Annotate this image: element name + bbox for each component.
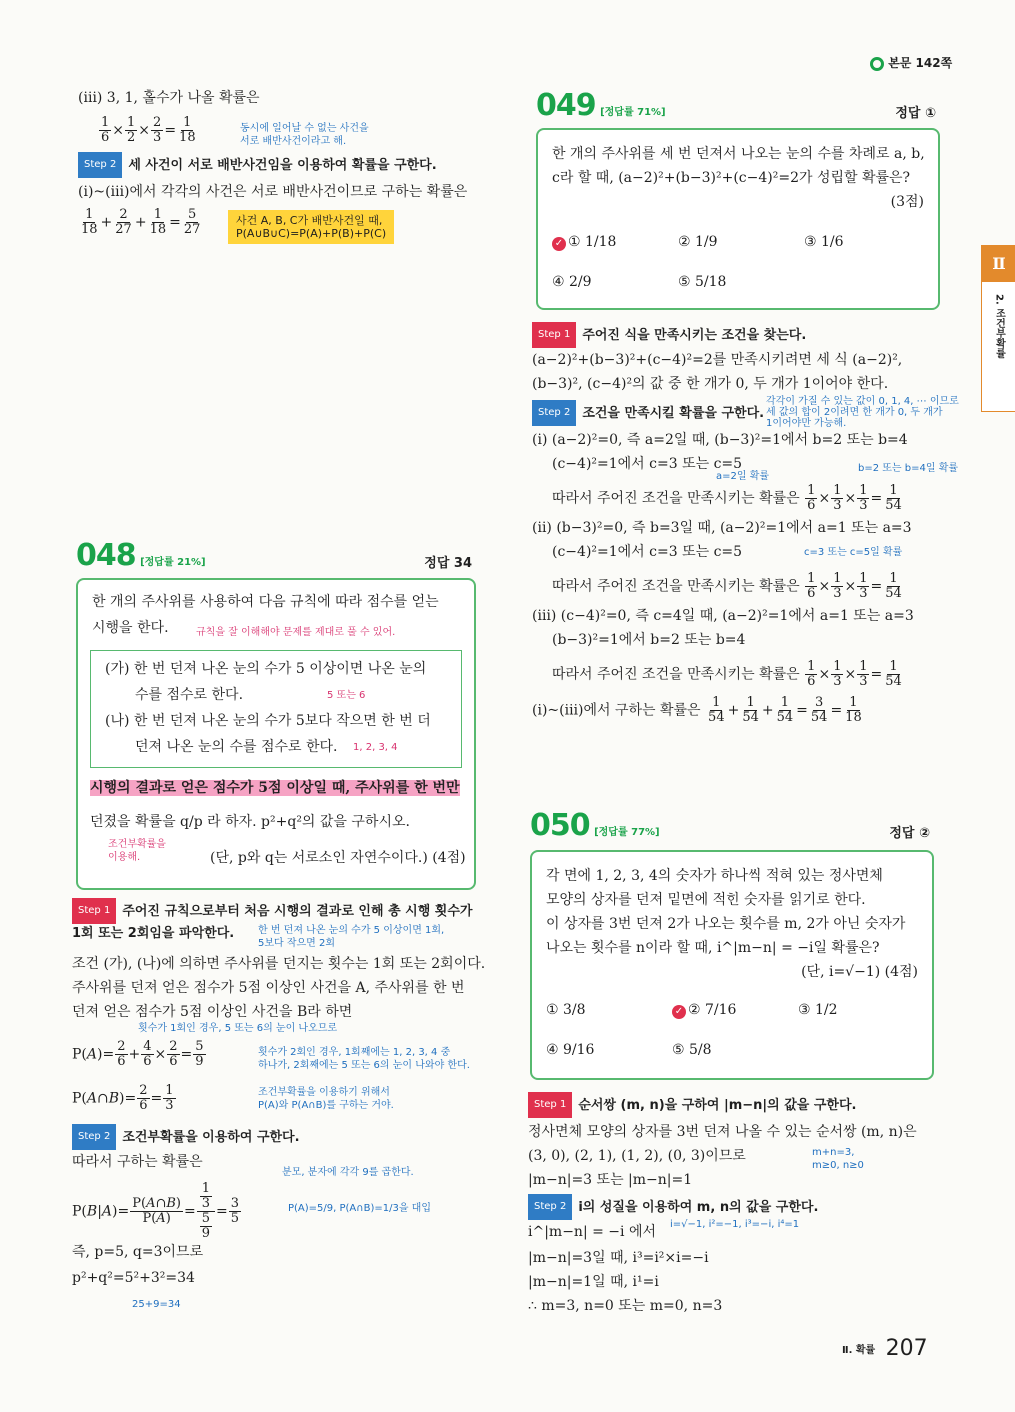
q048-note-sub: P(A)=5/9, P(A∩B)=1/3을 대입 — [288, 1203, 431, 1214]
q048-s1-l2: 주사위를 던져 얻은 점수가 5점 이상인 사건을 A, 주사위를 한 번 — [72, 980, 465, 996]
side-tab-label: 2. 조건부확률 — [993, 294, 1005, 359]
q049-choice-5[interactable]: ⑤ 5/18 — [678, 274, 727, 290]
q048-rule-box — [90, 650, 462, 768]
circle-icon — [870, 57, 884, 71]
q048-line1: 한 개의 주사위를 사용하여 다음 규칙에 따라 점수를 얻는 — [92, 594, 439, 610]
q050-line4: 나오는 횟수를 n이라 할 때, i^|m−n| = −i일 확률은? — [546, 940, 880, 956]
q048-answer: 정답 34 — [424, 556, 472, 571]
q049-step2: Step 2 조건을 만족시킬 확률을 구한다. — [532, 400, 764, 426]
q048-number: 048 — [76, 538, 136, 573]
note-ga: 5 또는 6 — [327, 690, 366, 701]
q049-note-a2: a=2일 확률 — [716, 471, 770, 482]
q049-line2: c라 할 때, (a−2)²+(b−3)²+(c−4)²=2가 성립할 확률은? — [552, 170, 911, 186]
q048-step2: Step 2 조건부확률을 이용하여 구한다. — [72, 1124, 300, 1150]
check-icon: ✓ — [552, 237, 566, 251]
q049-final: (ⅰ)~(ⅲ)에서 구하는 확률은 $\frac{1}{54}$ + $\frac{1}{54}$ + $\frac{1}{54}$ = $\frac{3}{54}$ = $\frac{1}{18}$ — [532, 695, 862, 725]
q050-number: 050 — [530, 808, 590, 843]
q050-s1-l3: |m−n|=3 또는 |m−n|=1 — [528, 1172, 693, 1188]
q049-s1-l1: (a−2)²+(b−3)²+(c−4)²=2를 만족시키려면 세 식 (a−2)², — [532, 352, 903, 368]
q048-line3: 시행의 결과로 얻은 점수가 5점 이상일 때, 주사위를 한 번만 — [90, 780, 460, 796]
q049-choice-1[interactable]: ① 1/18 — [568, 234, 617, 250]
q048-box — [76, 578, 476, 890]
q050-line3: 이 상자를 3번 던져 2가 나오는 횟수를 m, 2가 아닌 숫자가 — [546, 916, 906, 932]
pa-expr: P(A)= $\frac{2}{6}$ + $\frac{4}{6}$ × $\frac{2}{6}$ = $\frac{5}{9}$ — [72, 1039, 204, 1069]
q049-header — [536, 88, 936, 123]
q050-line1: 각 면에 1, 2, 3, 4의 숫자가 하나씩 적혀 있는 정사면체 — [546, 868, 883, 884]
yellow-note-2: P(A∪B∪C)=P(A)+P(B)+P(C) — [236, 227, 387, 240]
pab-expr: P(A∩B)= $\frac{2}{6}$ = $\frac{1}{3}$ — [72, 1083, 174, 1113]
q049-c3-l3: 따라서 주어진 조건을 만족시키는 확률은 — [552, 666, 800, 683]
q048-note-twice: 횟수가 2회인 경우, 1회째에는 1, 2, 3, 4 중 하나가, 2회째에는 5 또는 6의 눈이 나와야 한다. — [258, 1047, 470, 1071]
footer-chapter: Ⅱ. 확률 — [842, 1345, 876, 1356]
step2-badge: Step 2 — [78, 152, 122, 178]
q049-step2-text: 조건을 만족시킬 확률을 구한다. — [582, 406, 765, 421]
q048-line5: (단, p와 q는 서로소인 자연수이다.) (4점) — [210, 850, 466, 866]
yellow-note-1: 사건 A, B, C가 배반사건일 때, — [236, 214, 383, 227]
q048-note-mult9: 분모, 분자에 각각 9를 곱한다. — [282, 1167, 414, 1178]
q050-s2-l1: i^|m−n| = −i 에서 — [528, 1224, 657, 1240]
sum-expr: $\frac{1}{18}$ + $\frac{2}{27}$ + $\frac{1}{18}$ = $\frac{5}{27}$ — [81, 207, 201, 237]
q049-c2-l3: 따라서 주어진 조건을 만족시키는 확률은 — [552, 578, 800, 595]
q050-choice-3[interactable]: ③ 1/2 — [798, 1002, 838, 1018]
case3-expr: $\frac{1}{6}$ × $\frac{1}{2}$ × $\frac{2}{3}$ = $\frac{1}{18}$ — [101, 115, 196, 145]
q049-note-vals: 각각이 가질 수 있는 값이 0, 1, 4, ⋯ 이므로 세 값의 합이 2이려면 한 개가 0, 두 개가 1이어야만 가능해. — [766, 396, 959, 429]
q049-s1-l2: (b−3)², (c−4)²의 값 중 한 개가 0, 두 개가 1이어야 한다. — [532, 376, 889, 392]
q049-choice-3[interactable]: ③ 1/6 — [804, 234, 844, 250]
case3-line: (ⅲ) 3, 1, 홀수가 나올 확률은 — [78, 90, 260, 106]
q050-choice-1[interactable]: ① 3/8 — [546, 1002, 586, 1018]
q050-s1-l2: (3, 0), (2, 1), (1, 2), (0, 3)이므로 — [528, 1148, 746, 1164]
check-icon: ✓ — [672, 1005, 686, 1019]
q048-s2-l3: p²+q²=5²+3²=34 — [72, 1270, 195, 1286]
page-ref-text: 본문 142쪽 — [888, 56, 953, 70]
q048-step2-text: 조건부확률을 이용하여 구한다. — [122, 1130, 300, 1145]
q048-step1: Step 1 주어진 규칙으로부터 처음 시행의 결과로 인해 총 시행 횟수가 — [72, 898, 472, 924]
q050-choice-5[interactable]: ⑤ 5/8 — [672, 1042, 712, 1058]
yellow-note — [228, 210, 394, 244]
q048-step1-text2: 1회 또는 2회임을 파악한다. — [72, 926, 235, 941]
q048-note-once: 횟수가 1회인 경우, 5 또는 6의 눈이 나오므로 — [138, 1023, 338, 1034]
q050-rate: [정답률 77%] — [594, 827, 660, 838]
step2-heading — [78, 152, 437, 178]
q048-s2-l1: 따라서 구하는 확률은 — [72, 1154, 203, 1170]
q048-header — [76, 538, 472, 573]
q049-box — [536, 128, 940, 310]
q050-s1-l1: 정사면체 모양의 상자를 3번 던져 나올 수 있는 순서쌍 (m, n)은 — [528, 1124, 917, 1140]
q049-c1-l2: (c−4)²=1에서 c=3 또는 c=5 — [552, 456, 743, 472]
q050-note-mn: m+n=3, m≥0, n≥0 — [812, 1147, 864, 1171]
q049-step1-text: 주어진 식을 만족시키는 조건을 찾는다. — [582, 328, 807, 343]
footer-page-number: 207 — [885, 1336, 928, 1361]
q049-c2-l2: (c−4)²=1에서 c=3 또는 c=5 — [552, 544, 743, 560]
q048-note-step1: 한 번 던져 나온 눈의 수가 5 이상이면 1회, 5보다 작으면 2회 — [258, 925, 445, 949]
q050-header — [530, 808, 930, 843]
rule-ga-2: 수를 점수로 한다. — [135, 687, 244, 703]
q049-final-text: (ⅰ)~(ⅲ)에서 구하는 확률은 — [532, 702, 701, 719]
q050-note-i: i=√−1, i²=−1, i³=−i, i⁴=1 — [670, 1219, 800, 1230]
q048-note-cond: 조건부확률을 이용해. — [108, 839, 166, 863]
q049-choice-4[interactable]: ④ 2/9 — [552, 274, 592, 290]
q050-step2-text: i의 성질을 이용하여 m, n의 값을 구한다. — [578, 1200, 819, 1215]
rule-na-2: 던져 나온 눈의 수를 점수로 한다. — [135, 739, 338, 755]
q049-note-c35: c=3 또는 c=5일 확률 — [804, 547, 903, 558]
q050-step1: Step 1 순서쌍 (m, n)을 구하여 |m−n|의 값을 구한다. — [528, 1092, 856, 1118]
q049-c1-l3: 따라서 주어진 조건을 만족시키는 확률은 — [552, 490, 800, 507]
q048-line4: 던졌을 확률을 q/p 라 하자. p²+q²의 값을 구하시오. — [90, 814, 410, 830]
q049-points: (3점) — [890, 194, 924, 210]
step2-text: 세 사건이 서로 배반사건임을 이용하여 확률을 구한다. — [128, 158, 437, 173]
q050-s2-l2: |m−n|=3일 때, i³=i²×i=−i — [528, 1250, 709, 1266]
page-ref — [870, 54, 952, 71]
q049-c2-calc: 따라서 주어진 조건을 만족시키는 확률은 $\frac{1}{6}$ × $\frac{1}{3}$ × $\frac{1}{3}$ = $\frac{1}{54}$ — [552, 571, 902, 601]
rule-ga-1: (가) 한 번 던져 나온 눈의 수가 5 이상이면 나온 눈의 — [105, 661, 427, 677]
q049-step1: Step 1 주어진 식을 만족시키는 조건을 찾는다. — [532, 322, 806, 348]
q048-s2-l2: 즉, p=5, q=3이므로 — [72, 1244, 204, 1260]
q049-c3-l2: (b−3)²=1에서 b=2 또는 b=4 — [552, 632, 746, 648]
q049-c1-l1: (ⅰ) (a−2)²=0, 즉 a=2일 때, (b−3)²=1에서 b=2 또는 b=4 — [532, 432, 908, 448]
q050-line5: (단, i=√−1) (4점) — [801, 964, 918, 980]
q050-choice-4[interactable]: ④ 9/16 — [546, 1042, 595, 1058]
q049-choice-2[interactable]: ② 1/9 — [678, 234, 718, 250]
q050-line2: 모양의 상자를 던져 밑면에 적힌 숫자를 읽기로 한다. — [546, 892, 866, 908]
q048-s1-l3: 던져 얻은 점수가 5점 이상인 사건을 B라 하면 — [72, 1004, 353, 1020]
q050-choice-2[interactable]: ② 7/16 — [688, 1002, 737, 1018]
pba-expr: P(B|A)= $\frac{P(A\cap B)}{P(A)}$ = $\frac{\frac{1}{3}}{\frac{5}{9}}$ = $\frac{3}{5}$ — [72, 1181, 240, 1241]
q049-c2-l1: (ⅱ) (b−3)²=0, 즉 b=3일 때, (a−2)²=1에서 a=1 또는 a=3 — [532, 520, 912, 536]
note-simul: 동시에 일어날 수 없는 사건을 서로 배반사건이라고 해. — [240, 123, 369, 147]
side-tab — [981, 245, 1015, 412]
q049-note-b24: b=2 또는 b=4일 확률 — [858, 463, 959, 474]
q050-s2-l4: ∴ m=3, n=0 또는 m=0, n=3 — [528, 1298, 723, 1314]
q049-c3-l1: (ⅲ) (c−4)²=0, 즉 c=4일 때, (a−2)²=1에서 a=1 또는 a=3 — [532, 608, 914, 624]
q049-rate: [정답률 71%] — [600, 107, 666, 118]
q050-step2: Step 2 i의 성질을 이용하여 m, n의 값을 구한다. — [528, 1194, 818, 1220]
q050-answer: 정답 ② — [889, 826, 930, 841]
step2-line: (ⅰ)~(ⅲ)에서 각각의 사건은 서로 배반사건이므로 구하는 확률은 — [78, 184, 468, 200]
q049-answer: 정답 ① — [895, 106, 936, 121]
side-tab-roman: Ⅱ — [982, 246, 1015, 282]
q049-line1: 한 개의 주사위를 세 번 던져서 나오는 눈의 수를 차례로 a, b, — [552, 146, 925, 162]
q048-note-rule: 규칙을 잘 이해해야 문제를 제대로 풀 수 있어. — [196, 627, 396, 638]
q049-number: 049 — [536, 88, 596, 123]
q048-line2: 시행을 한다. — [92, 620, 169, 636]
q048-note-cond2: 조건부확률을 이용하기 위해서 P(A)와 P(A∩B)를 구하는 거야. — [258, 1087, 394, 1111]
q048-s1-l1: 조건 (가), (나)에 의하면 주사위를 던지는 횟수는 1회 또는 2회이다. — [72, 956, 486, 972]
q049-c1-calc: 따라서 주어진 조건을 만족시키는 확률은 $\frac{1}{6}$ × $\frac{1}{3}$ × $\frac{1}{3}$ = $\frac{1}{54}$ — [552, 483, 902, 513]
q048-note-sum: 25+9=34 — [132, 1299, 181, 1310]
note-na: 1, 2, 3, 4 — [353, 742, 398, 753]
footer — [842, 1336, 928, 1361]
q048-rate: [정답률 21%] — [140, 557, 206, 568]
q050-box — [530, 850, 934, 1080]
rule-na-1: (나) 한 번 던져 나온 눈의 수가 5보다 작으면 한 번 더 — [105, 713, 431, 729]
q050-s2-l3: |m−n|=1일 때, i¹=i — [528, 1274, 659, 1290]
q049-c3-calc: 따라서 주어진 조건을 만족시키는 확률은 $\frac{1}{6}$ × $\frac{1}{3}$ × $\frac{1}{3}$ = $\frac{1}{54}$ — [552, 659, 902, 689]
q048-step1-text: 주어진 규칙으로부터 처음 시행의 결과로 인해 총 시행 횟수가 — [122, 904, 473, 919]
q050-step1-text: 순서쌍 (m, n)을 구하여 |m−n|의 값을 구한다. — [578, 1098, 857, 1113]
